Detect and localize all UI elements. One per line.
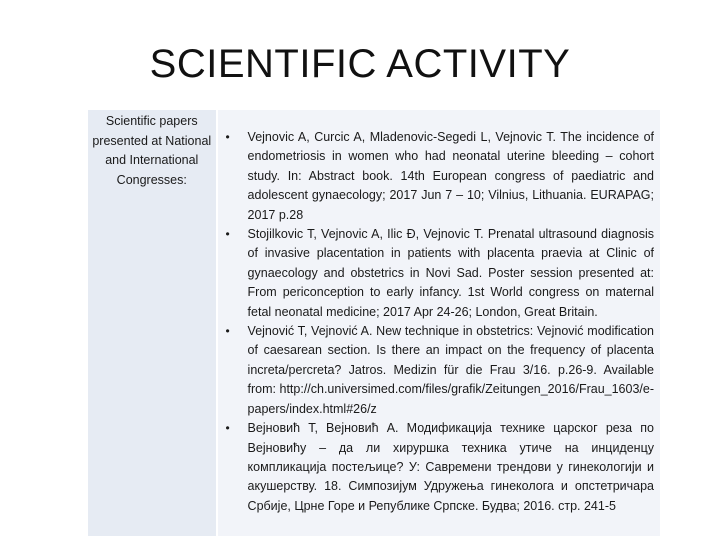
reference-list — [218, 110, 660, 516]
content-table — [88, 110, 660, 536]
reference-text: Вејновић Т, Вејновић А. Модификација технике царског реза по Вејновићу – да ли хируршка техника утиче на инциденцу компликација постељице? У: Савремени трендови у гинекологији и акушерству. 18. Симпозијум Удружења гинеколога и опстетричара Србије, Црне Горе и Републике Српске. Будва; 2016. стр. 241-5 — [247, 421, 654, 513]
reference-item — [218, 128, 654, 225]
reference-text: Stojilkovic T, Vejnovic A, Ilic Đ, Vejnovic T. Prenatal ultrasound diagnosis of invasive placentation in patients with placenta praevia at Clinic of gynaecology and obstetrics in Novi Sad. Poster session presented at: From periconception to early infancy. 1st World congress on maternal fetal neonatal medicine; 2017 Apr 24-26; London, Great Britain. — [247, 227, 654, 319]
bullet-icon: • — [225, 421, 230, 436]
reference-item — [218, 322, 654, 419]
category-label-line: presented at National — [92, 133, 212, 148]
slide-title: SCIENTIFIC ACTIVITY — [149, 42, 571, 86]
reference-item — [218, 225, 654, 322]
reference-text: Vejnovic A, Curcic A, Mladenovic-Segedi L, Vejnovic T. The incidence of endometriosis in women who had neonatal uterine bleeding – cohort study. In: Abstract book. 14th European congress of paediatric and adolescent gynaecology; 2017 Jun 7 – 10; Vilnius, Lithuania. EURAPAG; 2017 p.28 — [247, 130, 654, 222]
reference-text: Vejnović T, Vejnović A. New technique in obstetrics: Vejnović modification of caesarean section. Is there an impact on the frequency of placenta increta/percreta? Jatros. Medizin für die Frau 3/16. p.26-9. Available from: http://ch.universimed.com/files/grafik/Zeitungen_2016/Frau_1603/e-papers/index.html#26/z — [247, 324, 655, 416]
references-cell — [218, 110, 660, 536]
category-cell — [88, 110, 216, 536]
category-label-line: Scientific papers — [105, 114, 198, 128]
bullet-icon: • — [225, 130, 230, 144]
reference-item — [218, 419, 654, 516]
bullet-icon: • — [225, 324, 230, 339]
bullet-icon: • — [225, 227, 230, 242]
category-label-line: Congresses: — [116, 172, 187, 187]
category-label-line: and International — [105, 153, 199, 167]
